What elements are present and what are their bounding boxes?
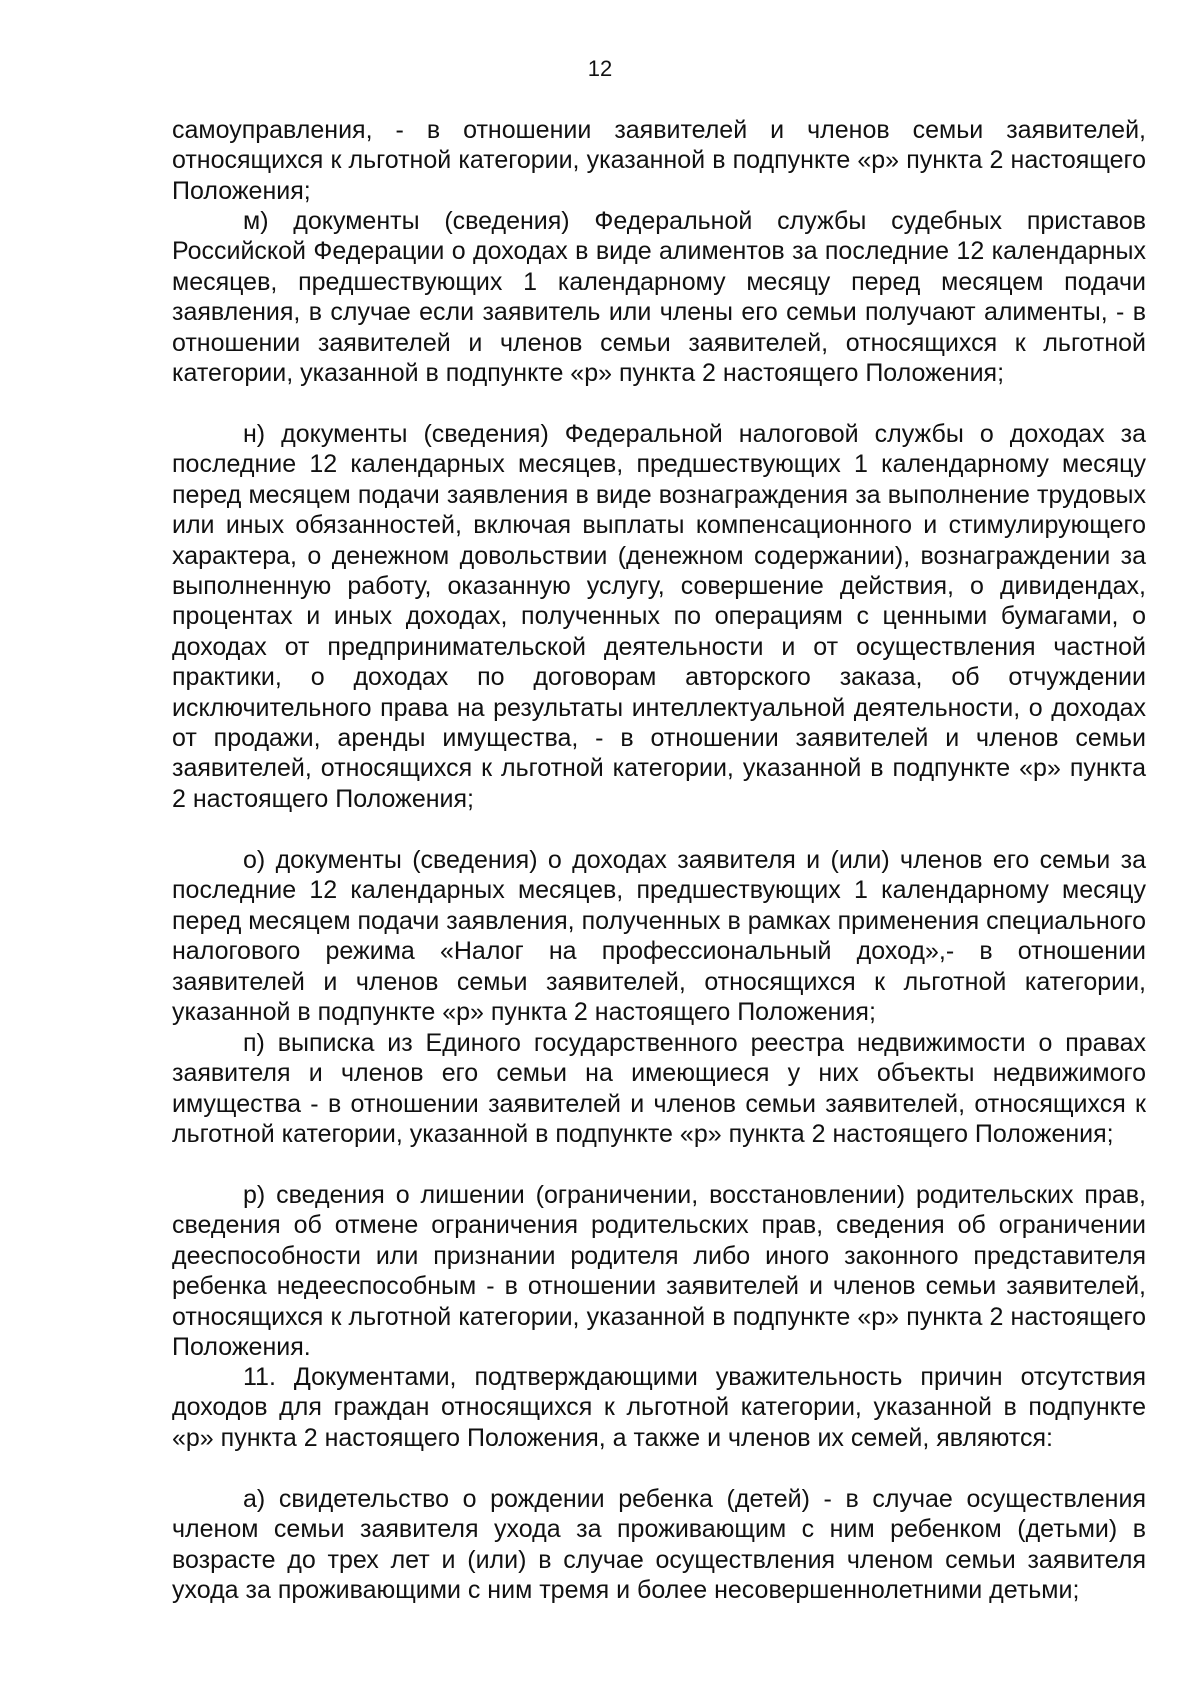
paragraph-item-a: а) свидетельство о рождении ребенка (детей) - в случае осуществления членом семьи заявителя ухода за проживающим с ним ребенком (детьми) в возрасте до трех лет и (или) в случае осуществления членом семьи заявителя ухода за проживающими с ним тремя и более несовершеннолетними детьми; [172, 1485, 1146, 1605]
paragraph-item-r: р) сведения о лишении (ограничении, восстановлении) родительских прав, сведения об отмене ограничения родительских прав, сведения об ограничении дееспособности или признании родителя либо иного законного представителя ребенка недееспособным - в отношении заявителей и членов семьи заявителей, относящихся к льготной категории, указанной в подпункте «р» пункта 2 настоящего Положения. [172, 1181, 1146, 1362]
paragraph-item-m: м) документы (сведения) Федеральной службы судебных приставов Российской Федерации о доходах в виде алиментов за последние 12 календарных месяцев, предшествующих 1 календарному месяцу перед месяцем подачи заявления, в случае если заявитель или члены его семьи получают алименты, - в отношении заявителей и членов семьи заявителей, относящихся к льготной категории, указанной в подпункте «р» пункта 2 настоящего Положения; [172, 207, 1146, 388]
paragraph-continuation: самоуправления, - в отношении заявителей и членов семьи заявителей, относящихся к льготной категории, указанной в подпункте «р» пункта 2 настоящего Положения; [172, 116, 1146, 205]
paragraph-item-p: п) выписка из Единого государственного реестра недвижимости о правах заявителя и членов его семьи на имеющиеся у них объекты недвижимого имущества - в отношении заявителей и членов семьи заявителей, относящихся к льготной категории, указанной в подпункте «р» пункта 2 настоящего Положения; [172, 1029, 1146, 1149]
page-number: 12 [587, 56, 613, 81]
paragraph-section-11: 11. Документами, подтверждающими уважительность причин отсутствия доходов для граждан относящихся к льготной категории, указанной в подпункте «р» пункта 2 настоящего Положения, а также и членов их семей, являются: [172, 1363, 1146, 1452]
paragraph-item-n: н) документы (сведения) Федеральной налоговой службы о доходах за последние 12 календарных месяцев, предшествующих 1 календарному месяцу перед месяцем подачи заявления в виде вознаграждения за выполнение трудовых или иных обязанностей, включая выплаты компенсационного и стимулирующего характера, о денежном довольствии (денежном содержании), вознаграждении за выполненную работу, оказанную услугу, совершение действия, о дивидендах, процентах и иных доходах, полученных по операциям с ценными бумагами, о доходах от предпринимательской деятельности и от осуществления частной практики, о доходах по договорам авторского заказа, об отчуждении исключительного права на результаты интеллектуальной деятельности, о доходах от продажи, аренды имущества, - в отношении заявителей и членов семьи заявителей, относящихся к льготной категории, указанной в подпункте «р» пункта 2 настоящего Положения; [172, 420, 1146, 813]
paragraph-item-o: о) документы (сведения) о доходах заявителя и (или) членов его семьи за последние 12 календарных месяцев, предшествующих 1 календарному месяцу перед месяцем подачи заявления, полученных в рамках применения специального налогового режима «Налог на профессиональный доход»,- в отношении заявителей и членов семьи заявителей, относящихся к льготной категории, указанной в подпункте «р» пункта 2 настоящего Положения; [172, 846, 1146, 1027]
